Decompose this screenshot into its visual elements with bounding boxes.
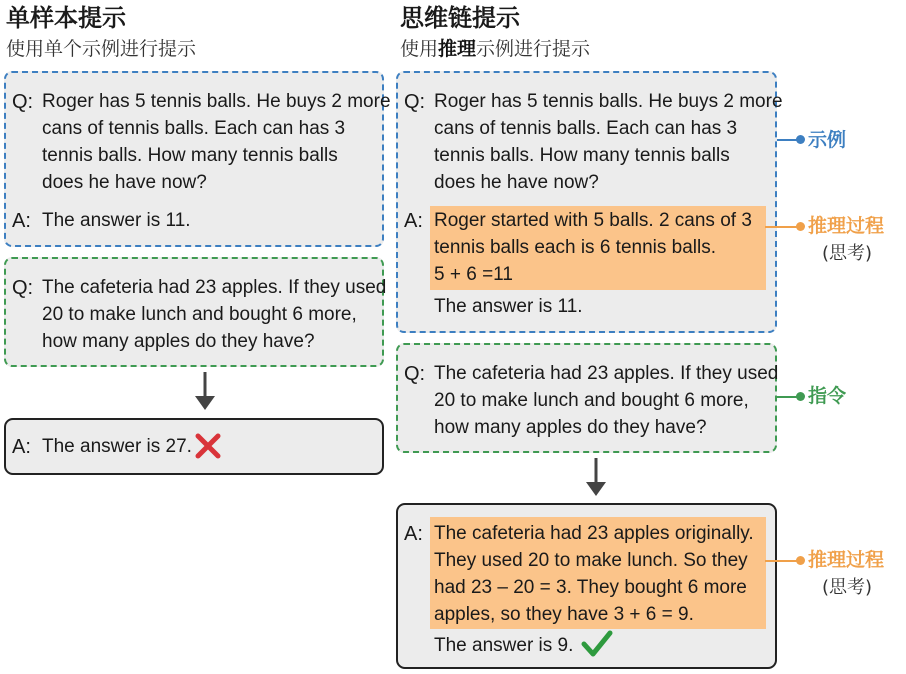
question-line: cans of tennis balls. Each can has 3 (42, 118, 346, 139)
left-example-box (4, 71, 391, 247)
subtitle-prefix: 使用 (400, 38, 439, 60)
reasoning-dot (796, 222, 805, 231)
right-instruction-box (396, 343, 777, 453)
reasoning-label: 推理过程 (808, 215, 885, 237)
q-marker: Q: (404, 363, 426, 385)
question-line: 20 to make lunch and bought 6 more, (42, 304, 357, 325)
question-line: The cafeteria had 23 apples. If they used (42, 277, 387, 298)
answer-text: The answer is 11. (42, 210, 191, 231)
reasoning-sublabel: (思考) (822, 577, 873, 598)
check-icon (580, 629, 614, 659)
question-line: Roger has 5 tennis balls. He buys 2 more (42, 91, 391, 112)
left-title: 单样本提示 (6, 4, 126, 32)
reasoning-sublabel: (思考) (822, 243, 873, 264)
reasoning-line: apples, so they have 3 + 6 = 9. (434, 604, 694, 625)
question-line: Roger has 5 tennis balls. He buys 2 more (434, 91, 783, 112)
question-line: how many apples do they have? (434, 417, 707, 438)
reasoning-line: had 23 – 20 = 3. They bought 6 more (434, 577, 747, 598)
question-line: how many apples do they have? (42, 331, 315, 352)
answer-text: The answer is 27. (42, 436, 192, 457)
reasoning-line: Roger started with 5 balls. 2 cans of 3 (434, 210, 752, 231)
down-arrow-icon (584, 456, 608, 500)
a-marker: A: (404, 210, 423, 232)
example-label: 示例 (808, 129, 847, 151)
left-output-box (4, 418, 384, 475)
question-line: 20 to make lunch and bought 6 more, (434, 390, 749, 411)
reasoning-line: 5 + 6 =11 (434, 264, 513, 285)
q-marker: Q: (12, 91, 34, 113)
example-dot (796, 135, 805, 144)
a-marker: A: (12, 436, 31, 458)
right-output-box (396, 503, 777, 669)
question-line: tennis balls. How many tennis balls (42, 145, 338, 166)
instruction-dot (796, 392, 805, 401)
question-line: cans of tennis balls. Each can has 3 (434, 118, 738, 139)
cross-icon (194, 432, 222, 460)
reasoning-line: They used 20 to make lunch. So they (434, 550, 748, 571)
subtitle-bold: 推理 (438, 38, 477, 60)
a-marker: A: (404, 523, 423, 545)
answer-text: The answer is 11. (434, 296, 583, 317)
right-title: 思维链提示 (400, 4, 520, 32)
right-example-box (396, 71, 783, 333)
q-marker: Q: (404, 91, 426, 113)
reasoning-line: tennis balls each is 6 tennis balls. (434, 237, 716, 258)
right-subtitle (400, 37, 590, 61)
question-line: tennis balls. How many tennis balls (434, 145, 730, 166)
a-marker: A: (12, 210, 31, 232)
down-arrow-icon (193, 370, 217, 414)
reasoning-label: 推理过程 (808, 549, 885, 571)
instruction-label: 指令 (808, 385, 847, 407)
question-line: The cafeteria had 23 apples. If they used (434, 363, 779, 384)
question-line: does he have now? (434, 172, 599, 193)
question-line: does he have now? (42, 172, 207, 193)
left-subtitle: 使用单个示例进行提示 (6, 38, 197, 60)
answer-text: The answer is 9. (434, 635, 574, 656)
left-instruction-box (4, 257, 387, 367)
subtitle-suffix: 示例进行提示 (476, 38, 591, 60)
reasoning-dot (796, 556, 805, 565)
reasoning-line: The cafeteria had 23 apples originally. (434, 523, 754, 544)
q-marker: Q: (12, 277, 34, 299)
